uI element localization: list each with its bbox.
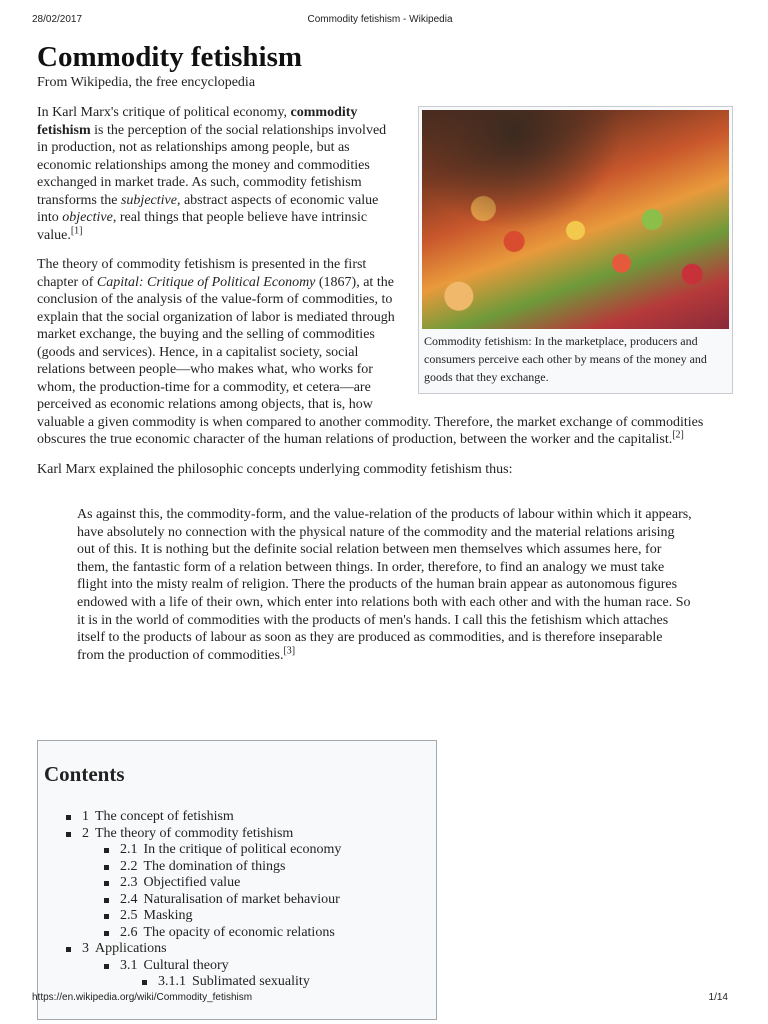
figure-marketplace xyxy=(418,106,733,394)
citation-link[interactable]: [2] xyxy=(672,429,684,441)
toc-item[interactable]: 3.1.1 Sublimated sexuality xyxy=(158,974,430,991)
toc-item[interactable]: 1 The concept of fetishism xyxy=(82,809,430,826)
print-date: 28/02/2017 xyxy=(32,14,83,25)
figure-caption: Commodity fetishism: In the marketplace, producers and consumers perceive each other by means of the money and goods that they exchange. xyxy=(424,334,707,384)
bold-term: commodity fetishism xyxy=(37,105,358,138)
tagline: From Wikipedia, the free encyclopedia xyxy=(37,75,256,90)
toc-item[interactable]: 2.4 Naturalisation of market behaviour xyxy=(120,892,430,909)
toc-item[interactable]: 3.1 Cultural theory xyxy=(120,958,430,975)
print-url: https://en.wikipedia.org/wiki/Commodity_fetishism xyxy=(32,992,253,1003)
book-title-link[interactable]: Capital: Critique of Political Economy xyxy=(96,274,316,290)
toc-list xyxy=(44,809,430,991)
citation-link[interactable]: [3] xyxy=(283,645,296,657)
toc-item[interactable]: 2.5 Masking xyxy=(120,908,430,925)
print-page-title: Commodity fetishism - Wikipedia xyxy=(307,14,453,25)
table-of-contents xyxy=(37,740,437,1020)
print-footer xyxy=(32,992,728,1006)
page-title: Commodity fetishism xyxy=(37,41,303,73)
toc-item[interactable]: 2.6 The opacity of economic relations xyxy=(120,925,430,942)
intro-paragraph: In Karl Marx's critique of political economy, commodity fetishism is the perception of the social relationships involved in production, not as relationships among people, but as economic relationships among the money and commodities exchanged in market trade. As such, commodity fetishism transforms the subjective, abstract aspects of economic value into objective, real things that people believe have intrinsic value.[1] xyxy=(37,105,387,243)
toc-item[interactable]: 2 The theory of commodity fetishism xyxy=(82,826,430,843)
marx-quote: As against this, the commodity-form, and the value-relation of the products of labour within which it appears, have absolutely no connection with the physical nature of the commodity and the material relations arising out of this. It is nothing but the definite social relation between men themselves which assumes here, for them, the fantastic form of a relation between things. In order, therefore, to find an analogy we must take flight into the misty realm of religion. There the products of the human brain appear as autonomous figures endowed with a life of their own, which enter into relations both with each other and with the human race. So it is in the world of commodities with the products of men's hands. I call this the fetishism which attaches itself to the products of labour as soon as they are produced as commodities, and is therefore inseparable from the production of commodities.[3] xyxy=(77,507,692,663)
marketplace-image[interactable] xyxy=(422,110,729,329)
page-number: 1/14 xyxy=(708,992,728,1003)
citation-link[interactable]: [1] xyxy=(70,224,83,236)
theory-paragraph: The theory of commodity fetishism is presented in the first chapter of Capital: Critique of Political Economy (1867), at the conclusion of the analysis of the value-form of commodities, to explain that the social organization of labor is mediated through market exchange, the buying and the selling of commodities (goods and services). Hence, in a capitalist society, social relations between people—who makes what, who works for whom, the production-time for a commodity, et cetera—are perceived as economic relations among objects, that is, how valuable a given commodity is when compared to another commodity. Therefore, the market exchange of commodities obscures the true economic character of the human relations of production, between the worker and the capitalist.[2] xyxy=(37,257,704,447)
print-header xyxy=(32,14,728,30)
toc-item[interactable]: 2.3 Objectified value xyxy=(120,875,430,892)
article-body xyxy=(37,40,733,684)
toc-item[interactable]: 2.2 The domination of things xyxy=(120,859,430,876)
toc-item[interactable]: 2.1 In the critique of political economy xyxy=(120,842,430,859)
toc-item[interactable]: 3 Applications xyxy=(82,941,430,958)
toc-heading: Contents xyxy=(44,762,125,786)
quote-intro-paragraph: Karl Marx explained the philosophic concepts underlying commodity fetishism thus: xyxy=(37,461,513,477)
